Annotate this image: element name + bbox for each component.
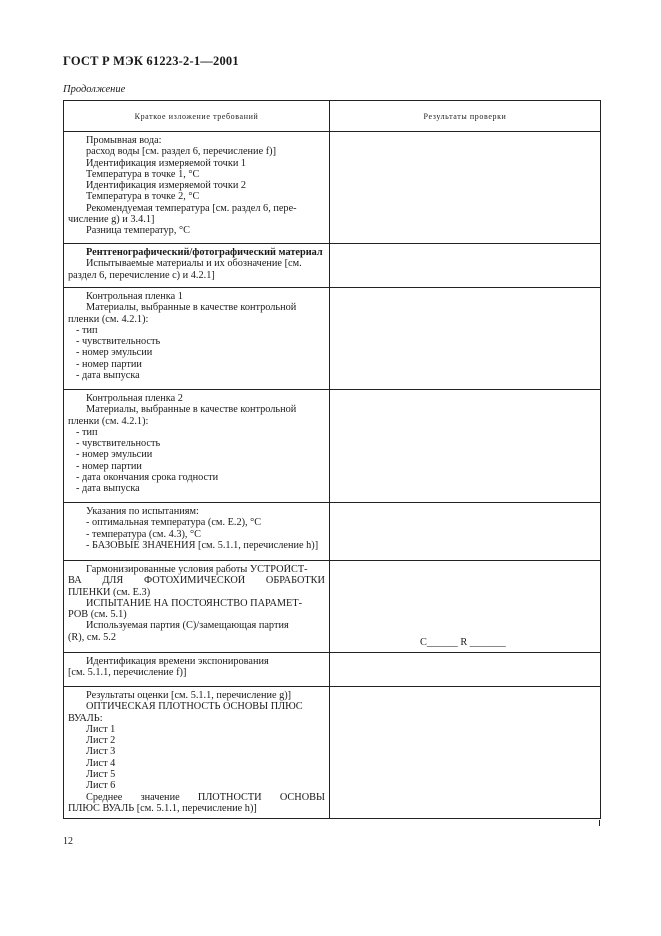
- document-title: ГОСТ Р МЭК 61223-2-1—2001: [63, 54, 239, 68]
- requirement-line: Лист 2: [86, 735, 116, 747]
- requirement-line: пленки (см. 4.2.1):: [68, 313, 149, 325]
- requirement-line: ВУАЛЬ:: [68, 712, 103, 724]
- requirement-cell: [64, 288, 330, 390]
- table-row: [64, 288, 601, 390]
- result-cell[interactable]: [330, 503, 601, 561]
- requirement-line: Идентификация измеряемой точки 2: [86, 180, 247, 192]
- requirement-line: Результаты оценки [см. 5.1.1, перечисление g)]: [86, 690, 292, 701]
- requirement-cell: [64, 561, 330, 653]
- requirement-cell: [64, 687, 330, 819]
- requirement-line: - дата выпуска: [76, 483, 140, 495]
- requirement-line: - номер эмульсии: [76, 347, 153, 359]
- requirement-line: [см. 5.1.1, перечисление f)]: [68, 667, 187, 679]
- requirement-line: Промывная вода:: [86, 135, 162, 146]
- requirement-line: - БАЗОВЫЕ ЗНАЧЕНИЯ [см. 5.1.1, перечисление h)]: [86, 539, 319, 551]
- requirement-text: [64, 288, 329, 384]
- requirement-line: - номер партии: [76, 358, 142, 370]
- requirement-text: [64, 132, 329, 240]
- requirement-line: Идентификация измеряемой точки 1: [86, 157, 247, 169]
- requirement-line: Лист 1: [86, 723, 116, 735]
- continuation-label: Продолжение: [63, 84, 126, 95]
- requirement-line: Гармонизированные условия работы УСТРОЙСТ-: [86, 564, 308, 575]
- requirement-cell: [64, 653, 330, 687]
- requirement-line: (R), см. 5.2: [68, 631, 116, 643]
- table-header-row: [64, 101, 601, 132]
- result-cell[interactable]: [330, 653, 601, 687]
- requirement-line: Рентгенографический/фотографический материал: [86, 247, 323, 258]
- requirement-line: ИСПЫТАНИЕ НА ПОСТОЯНСТВО ПАРАМЕТ-: [86, 597, 303, 609]
- requirement-line: Лист 3: [86, 746, 116, 758]
- result-cell[interactable]: [330, 244, 601, 288]
- requirement-cell: [64, 132, 330, 244]
- requirement-line: - номер эмульсии: [76, 449, 153, 461]
- column-header-results: Результаты проверки: [330, 101, 601, 132]
- page-number: 12: [63, 836, 73, 847]
- requirement-text: [64, 561, 329, 646]
- requirement-line: Испытываемые материалы и их обозначение [см.: [86, 258, 302, 270]
- requirement-line: ПЛЕНКИ (см. Е.3): [68, 586, 151, 598]
- column-header-requirements: Краткое изложение требований: [64, 101, 330, 132]
- requirement-line: Контрольная пленка 2: [86, 393, 183, 404]
- requirement-cell: [64, 390, 330, 503]
- requirement-text: [64, 390, 329, 498]
- requirement-text: [64, 687, 329, 817]
- result-cell[interactable]: [330, 288, 601, 390]
- table-row: [64, 687, 601, 819]
- requirement-line: Лист 5: [86, 769, 116, 781]
- table-row: [64, 132, 601, 244]
- requirement-line: расход воды [см. раздел 6, перечисление f)]: [86, 146, 276, 158]
- result-cell[interactable]: [330, 561, 601, 653]
- requirement-line: Материалы, выбранные в качестве контрольной: [86, 302, 297, 314]
- requirement-line: - дата выпуска: [76, 370, 140, 382]
- requirement-line: - тип: [76, 426, 98, 438]
- table-row: [64, 503, 601, 561]
- requirement-line: - чувствительность: [76, 336, 161, 348]
- requirement-line: Лист 4: [86, 757, 116, 769]
- requirement-line: ВА ДЛЯ ФОТОХИМИЧЕСКОЙ ОБРАБОТКИ: [68, 575, 325, 587]
- control-replacement-batch-field: C______ R _______: [420, 637, 506, 648]
- requirement-line: - чувствительность: [76, 438, 161, 450]
- requirement-line: Среднее значение ПЛОТНОСТИ ОСНОВЫ: [86, 791, 325, 803]
- table-row: [64, 653, 601, 687]
- requirement-line: ОПТИЧЕСКАЯ ПЛОТНОСТЬ ОСНОВЫ ПЛЮС: [86, 701, 303, 713]
- requirement-line: Контрольная пленка 1: [86, 291, 183, 302]
- requirement-line: пленки (см. 4.2.1):: [68, 415, 149, 427]
- requirement-text: [64, 503, 329, 554]
- requirement-line: Температура в точке 1, °С: [86, 168, 200, 180]
- requirement-line: Рекомендуемая температура [см. раздел 6, пере-: [86, 202, 297, 214]
- table-row: [64, 561, 601, 653]
- requirement-line: - тип: [76, 324, 98, 336]
- requirement-line: Разница температур, °С: [86, 225, 190, 237]
- requirement-cell: [64, 244, 330, 288]
- requirement-line: числение g) и 3.4.1]: [68, 214, 155, 226]
- requirement-line: Материалы, выбранные в качестве контрольной: [86, 404, 297, 416]
- requirement-line: РОВ (см. 5.1): [68, 609, 127, 621]
- table-row: [64, 244, 601, 288]
- result-cell[interactable]: [330, 390, 601, 503]
- table-body: [64, 132, 601, 819]
- requirement-line: ПЛЮС ВУАЛЬ [см. 5.1.1, перечисление h)]: [68, 802, 257, 814]
- requirement-line: Указания по испытаниям:: [86, 506, 199, 517]
- requirement-line: Лист 6: [86, 780, 116, 792]
- requirement-line: Идентификация времени экспонирования: [86, 656, 269, 667]
- requirement-line: Используемая партия (С)/замещающая партия: [86, 620, 289, 632]
- result-cell[interactable]: [330, 687, 601, 819]
- requirement-cell: [64, 503, 330, 561]
- requirement-text: [64, 653, 329, 682]
- requirement-line: - номер партии: [76, 460, 142, 472]
- result-cell[interactable]: [330, 132, 601, 244]
- requirement-line: - дата окончания срока годности: [76, 472, 219, 484]
- requirement-line: - оптимальная температура (см. Е.2), °С: [86, 517, 262, 529]
- table-row: [64, 390, 601, 503]
- requirement-line: Температура в точке 2, °С: [86, 191, 200, 203]
- requirement-line: раздел 6, перечисление с) и 4.2.1]: [68, 269, 215, 281]
- requirements-table: [63, 100, 601, 819]
- requirement-line: - температура (см. 4.3), °С: [86, 528, 202, 540]
- requirement-text: [64, 244, 329, 284]
- table-edge-rule: [599, 820, 600, 826]
